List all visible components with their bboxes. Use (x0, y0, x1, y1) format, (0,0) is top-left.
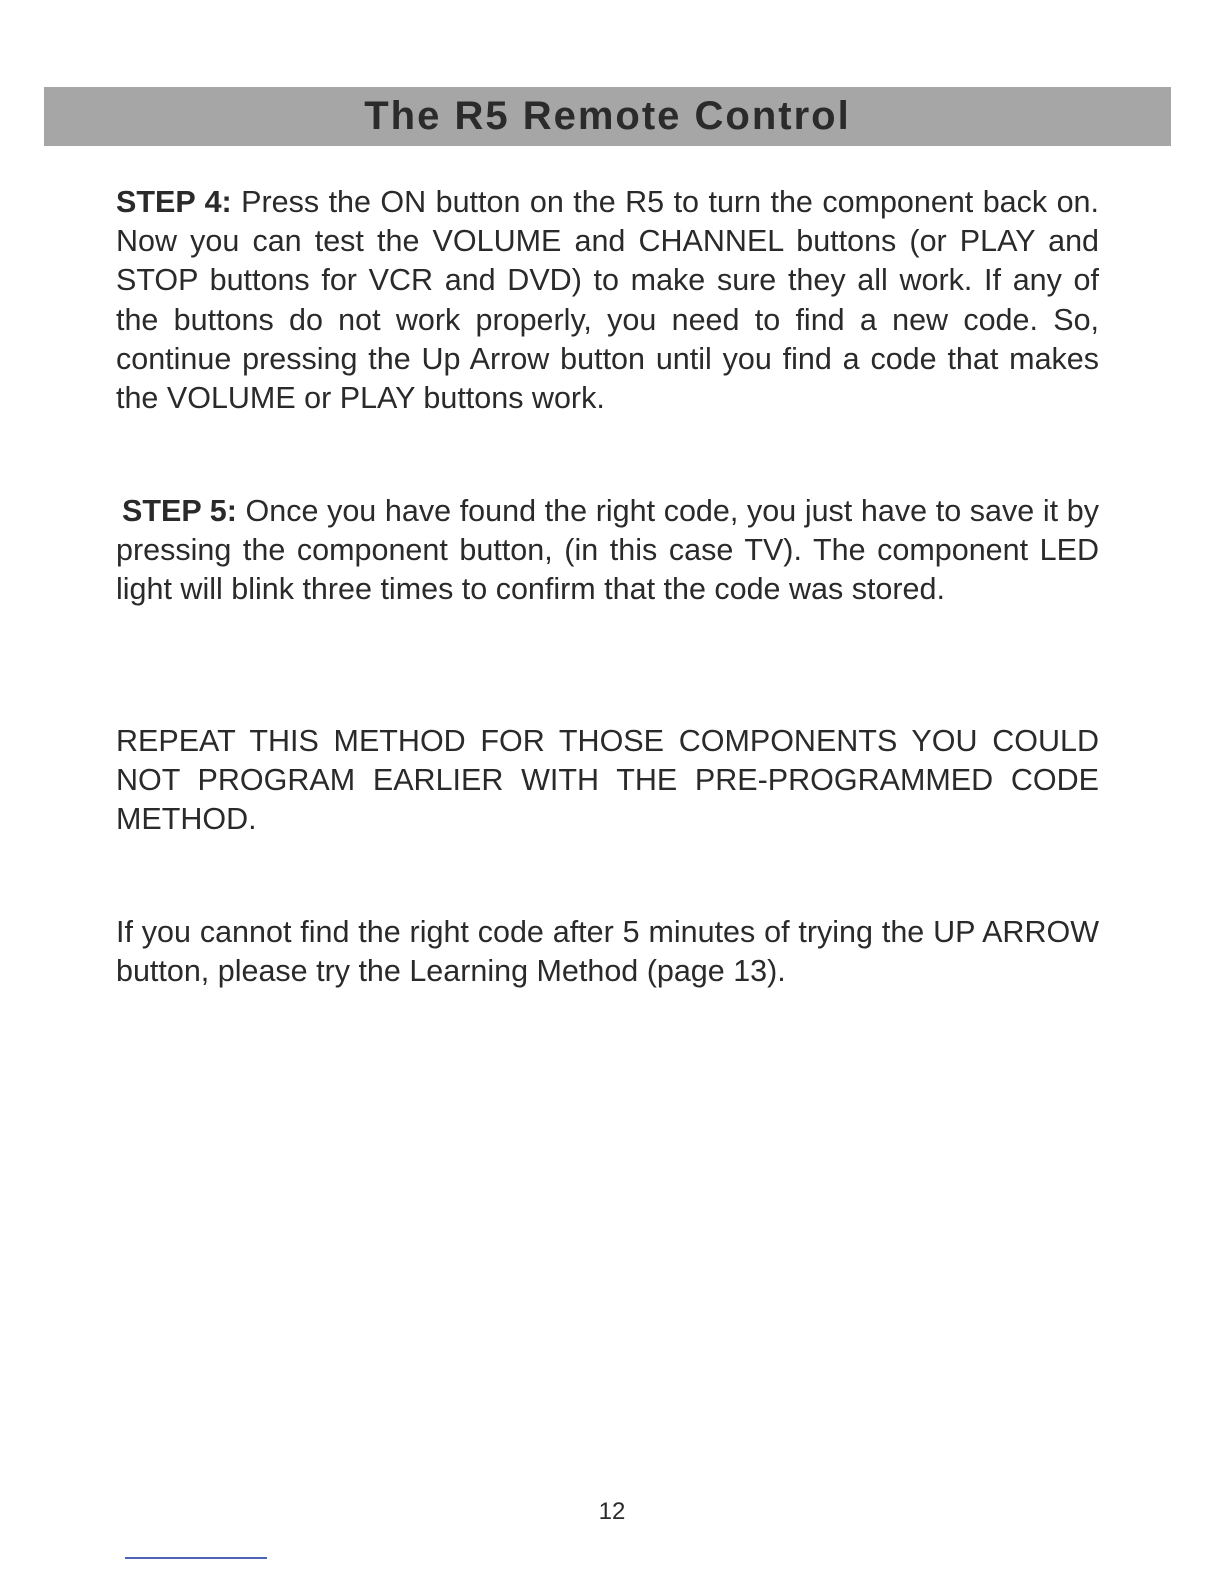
step-5-text: Once you have found the right code, you just have to save it by pressing the component button, (in this case TV). The component LED light will blink three times to confirm that the code was stored. (116, 494, 1099, 607)
step-4-paragraph (116, 183, 1099, 418)
step-4-text: Press the ON button on the R5 to turn the component back on. Now you can test the VOLUME and CHANNEL buttons (or PLAY and STOP buttons for VCR and DVD) to make sure they all work. If any of the buttons do not work properly, you need to find a new code. So, continue pressing the Up Arrow button until you find a code that makes the VOLUME or PLAY buttons work. (116, 185, 1099, 416)
page-number: 12 (598, 1498, 626, 1525)
learning-method-note (116, 913, 1099, 991)
repeat-method-paragraph (116, 722, 1099, 840)
page-title: The R5 Remote Control (364, 94, 851, 138)
footer-divider (125, 1557, 267, 1559)
step-5-label: STEP 5: (122, 494, 237, 528)
repeat-method-text: REPEAT THIS METHOD FOR THOSE COMPONENTS YOU COULD NOT PROGRAM EARLIER WITH THE PRE-PROGRAMMED CODE METHOD. (116, 724, 1099, 837)
learning-method-text: If you cannot find the right code after 5 minutes of trying the UP ARROW button, please try the Learning Method (page 13). (116, 915, 1099, 989)
step-4-label: STEP 4: (116, 185, 232, 219)
step-5-paragraph (116, 492, 1099, 610)
section-header-bar (44, 87, 1171, 146)
